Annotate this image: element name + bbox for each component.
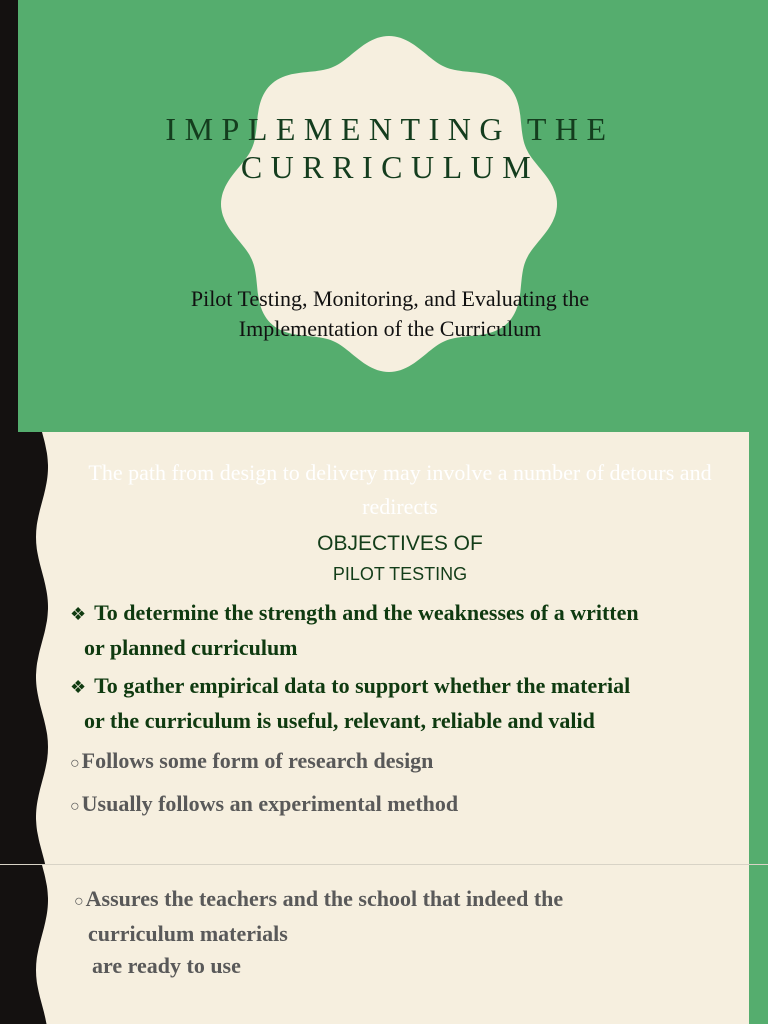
third-slide — [0, 865, 768, 1024]
list-item-line-2: or the curriculum is useful, relevant, reliable and valid — [84, 708, 595, 733]
list-item — [70, 746, 750, 779]
subtitle-line-2: Implementation of the Curriculum — [238, 316, 542, 341]
right-green-bar — [749, 432, 768, 865]
circle-bullet-icon: ○ — [70, 755, 80, 772]
diamond-bullet-icon: ❖ — [70, 604, 87, 624]
slide3-line-1: ○Assures the teachers and the school that indeed the — [74, 883, 714, 918]
right-green-bar — [749, 865, 768, 1024]
slide-title: IMPLEMENTING THE CURRICULUM — [165, 111, 615, 185]
list-item-line-2: or planned curriculum — [84, 635, 298, 660]
wavy-border-shape — [0, 432, 48, 865]
slide3-line-3: are ready to use — [92, 953, 241, 978]
objectives-heading: OBJECTIVES OF — [317, 532, 483, 555]
intro-text: The path from design to delivery may involve a number of detours and redirects — [88, 460, 712, 519]
slide3-text — [74, 883, 714, 982]
list-item — [70, 789, 750, 822]
wavy-left-border — [0, 432, 60, 865]
list-item-line-1: To gather empirical data to support whether the material — [94, 673, 631, 698]
slide-subtitle — [130, 284, 650, 344]
title-slide — [0, 0, 768, 432]
objectives-subheading: PILOT TESTING — [332, 564, 468, 584]
subtitle-line-1: Pilot Testing, Monitoring, and Evaluating the — [190, 286, 590, 311]
list-item-line-1: To determine the strength and the weaknesses of a written — [94, 600, 639, 625]
wavy-left-border — [0, 865, 60, 1024]
list-item — [70, 596, 750, 665]
wavy-border-shape — [0, 865, 48, 1024]
circle-bullet-icon: ○ — [70, 798, 80, 815]
objectives-slide — [0, 432, 768, 865]
list-item-text: Follows some form of research design — [81, 748, 434, 773]
list-item-text: Usually follows an experimental method — [81, 791, 459, 816]
diamond-bullet-icon: ❖ — [70, 677, 87, 697]
objectives-list — [70, 596, 750, 822]
circle-bullet-icon: ○ — [74, 893, 84, 910]
left-black-bar — [0, 0, 18, 432]
slide3-line-2: curriculum materials — [88, 921, 288, 946]
list-item — [70, 669, 750, 738]
